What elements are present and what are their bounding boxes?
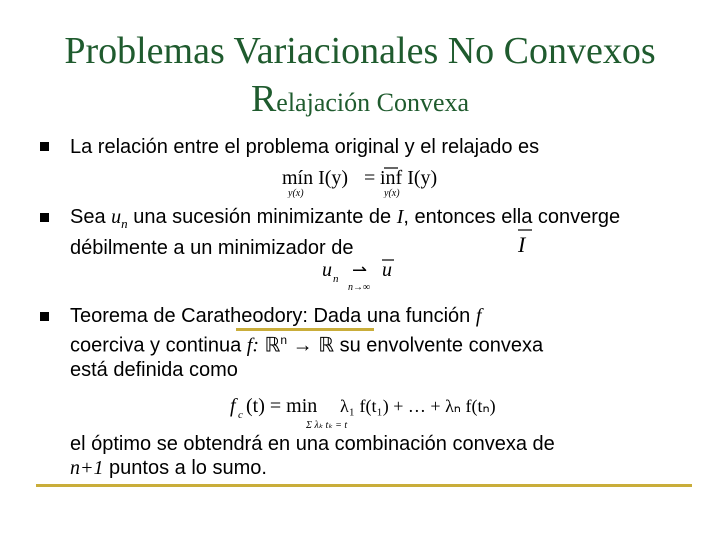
mapping-sup: n [280,333,288,347]
bullet-3-text: Teorema de Caratheodory: Dada una función f coerciva y continua f: ℝ$^n$ → ℝ su envolvente convexa está definida como [70,305,544,381]
subtitle-initial: R [250,78,277,120]
formula-convex-envelope [228,388,518,432]
formula-2-target: u [382,259,392,281]
formula-1-left-sub: y(x) [288,188,304,198]
real-numbers-glyph: ℝ [264,334,281,357]
slide-subtitle [0,80,720,118]
theorem-underline [236,328,374,331]
var-n: n [121,216,128,231]
formula-weak-convergence [318,254,408,294]
bullet-1-text: La relación entre el problema original y el relajado es [70,136,540,158]
bullet-marker [40,142,49,151]
bullet-marker [40,312,49,321]
var-u: u [111,206,122,228]
formula-3-body: λ₁ f(t₁) + … + λₙ f(tₙ) [340,396,496,416]
formula-2-u: u [322,259,332,281]
formula-2-sub: n→∞ [348,282,371,293]
formula-2-arrow: ⇀ [352,260,368,281]
svg-text:I: I [518,232,526,256]
slide-title: Problemas Variacionales No Convexos [64,30,656,72]
formula-2-n: n [333,273,339,285]
formula-1-left: mín I(y) [282,167,349,189]
formula-1-eq: = [364,167,376,189]
formula-relaxation [280,160,460,198]
var-f-colon: f: [246,334,259,357]
real-numbers-glyph-2: ℝ [318,334,335,357]
formula-3-lhs-sub: c [238,409,243,421]
arrow-icon: → [292,334,313,357]
formula-I-bar [512,226,538,256]
var-f: f [475,305,482,327]
conclusion-text: el óptimo se obtendrá en una combinación convexa de n+1 puntos a lo sumo. [70,433,555,479]
formula-1-right-sub: y(x) [384,188,400,198]
formula-3-lhs: f [230,395,236,417]
footer-divider [36,484,692,487]
var-I: I [396,206,404,228]
subtitle-rest: elajación Convexa [276,88,470,117]
formula-1-right: inf I(y) [380,167,438,189]
theorem-term: Teorema de Caratheodory [70,305,303,327]
bullet-2-text: Sea $u_n$ una sucesión minimizante de I, entonces ella converge débilmente a un minimizador de [70,206,621,259]
formula-3-t: (t) = min [246,395,318,417]
n-plus-one: n+1 [70,457,104,479]
bullet-marker [40,213,49,222]
formula-3-sub: Σ λₖ tₖ = t [306,420,348,431]
